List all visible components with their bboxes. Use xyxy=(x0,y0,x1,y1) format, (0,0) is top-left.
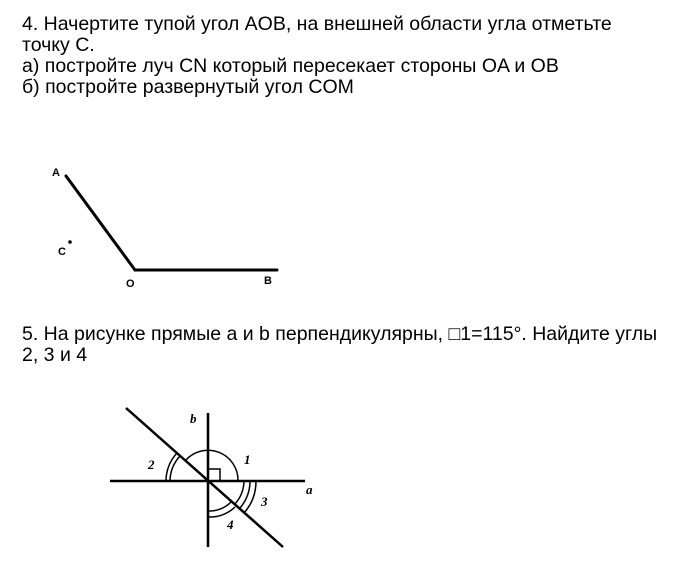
arc-angle-4 xyxy=(208,502,231,511)
point-c xyxy=(68,240,72,244)
label-line-b: b xyxy=(190,411,197,426)
task-4-line-1: 4. Начертите тупой угол AOB, на внешней области угла отметьте xyxy=(22,13,612,35)
label-o: O xyxy=(126,278,135,290)
task-4-line-2: точку C. xyxy=(22,34,95,56)
task-5-line-2: 2, 3 и 4 xyxy=(22,344,88,366)
label-a: A xyxy=(52,167,60,179)
task-4-line-3: а) постройте луч CN который пересекает стороны OA и OB xyxy=(22,55,559,77)
label-angle-2: 2 xyxy=(148,457,155,472)
right-angle-marker xyxy=(208,469,220,481)
ray-oa xyxy=(66,176,135,270)
task-4-line-4: б) постройте развернутый угол COM xyxy=(22,76,354,98)
task-5-text xyxy=(22,324,657,366)
arc-angle-2 xyxy=(166,453,177,481)
task-5-line-1: 5. На рисунке прямые a и b перпендикулярны, □1=115°. Найдите углы xyxy=(22,323,658,345)
label-b: B xyxy=(264,275,272,287)
label-line-a: a xyxy=(306,482,313,497)
arc-angle-3-inner xyxy=(235,481,244,504)
perpendicular-lines-figure xyxy=(110,408,313,547)
label-angle-4: 4 xyxy=(227,517,234,532)
label-c: C xyxy=(58,246,66,258)
label-angle-1: 1 xyxy=(244,452,251,467)
angle-aob-figure xyxy=(52,167,277,290)
label-angle-3: 3 xyxy=(261,494,268,509)
transversal-line xyxy=(126,408,283,547)
